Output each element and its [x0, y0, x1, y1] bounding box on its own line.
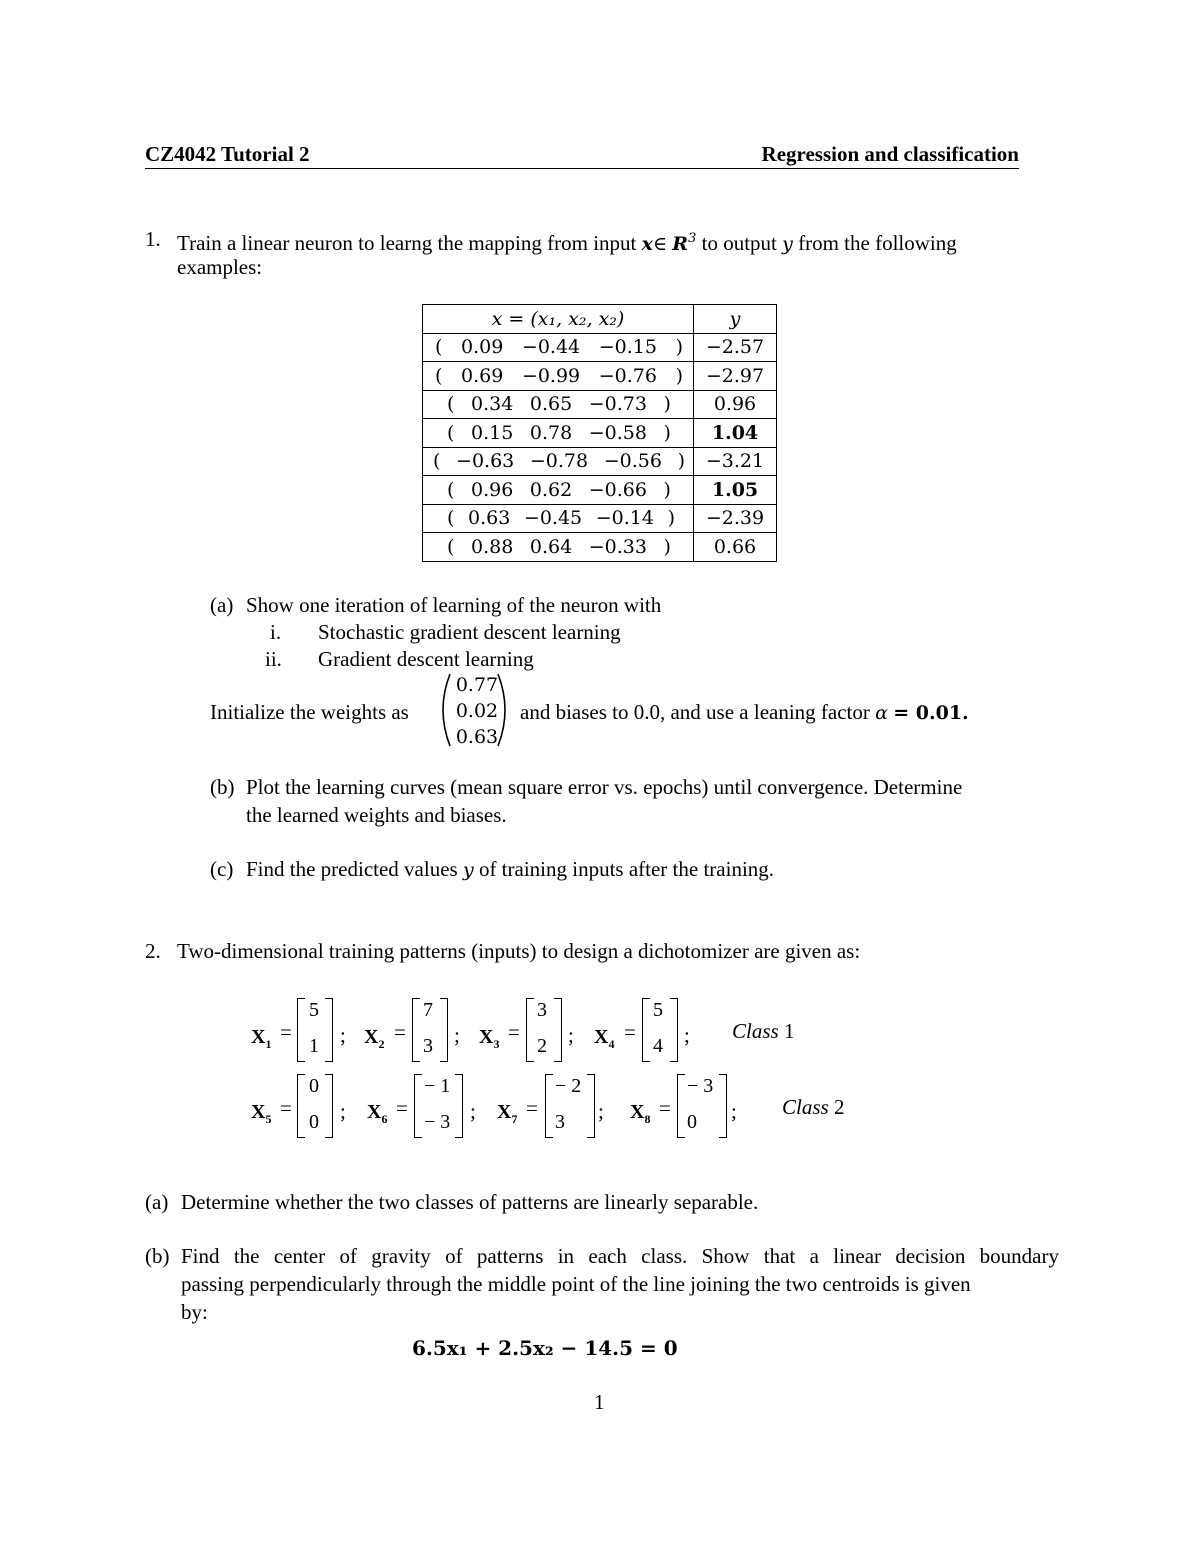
matrix-element: 3	[555, 1111, 565, 1133]
init-text: Initialize the weights as	[210, 700, 409, 724]
matrix-element: 0	[687, 1111, 697, 1133]
pattern-x4-label: $X_4$	[594, 1026, 615, 1051]
x2-cell: −0.44	[521, 336, 581, 359]
y-cell: −2.97	[694, 362, 777, 391]
matrix-element: 2	[537, 1035, 547, 1057]
r-symbol: R	[672, 233, 689, 255]
course-title: CZ4042 Tutorial 2	[145, 142, 310, 166]
q1c-text-a: Find the predicted values	[246, 857, 458, 881]
table-row: ( 0.63 −0.45 −0.14 ) −2.39	[423, 504, 777, 533]
x1-cell: 0.09	[461, 336, 504, 359]
pattern-x7-label: $X_7$	[497, 1101, 518, 1126]
pattern-x2-label: $X_2$	[364, 1026, 385, 1051]
q2b-text-3: by:	[181, 1300, 208, 1324]
table-row: ( −0.63 −0.78 −0.56 ) −3.21	[423, 447, 777, 476]
y-cell: 0.96	[694, 390, 777, 419]
pattern-x8-label: $X_8$	[630, 1101, 651, 1126]
table-row: ( 0.88 0.64 −0.33 ) 0.66	[423, 533, 777, 562]
page-number: 1	[594, 1390, 605, 1414]
equals-sign: =	[394, 1020, 406, 1044]
matrix-element: − 2	[555, 1075, 582, 1097]
q2b-text-2: passing perpendicularly through the middle point of the line joining the two centroids is given	[181, 1272, 971, 1296]
table-row: ( 0.09 −0.44 −0.15 ) −2.57	[423, 333, 777, 362]
matrix-element: 0	[309, 1111, 319, 1133]
x2-cell: 0.62	[529, 478, 573, 501]
x1-cell: 0.96	[470, 478, 514, 501]
matrix-element: − 3	[687, 1075, 714, 1097]
matrix-element: − 1	[424, 1075, 451, 1097]
q1c-label: (c)	[210, 857, 234, 881]
x3-cell: −0.15	[598, 336, 657, 359]
q1a-i-label: i.	[270, 620, 282, 644]
pattern-x1-label: $X_1$	[251, 1026, 272, 1051]
x3-cell: −0.58	[588, 421, 647, 444]
y-symbol: y	[782, 233, 793, 255]
y-symbol: y	[462, 859, 474, 881]
weight-vector	[454, 672, 500, 750]
matrix-element: 1	[309, 1035, 319, 1057]
y-cell: 1.04	[694, 419, 777, 448]
q1-text-line2: examples:	[177, 255, 263, 279]
pattern-x5-label: $X_5$	[251, 1101, 272, 1126]
y-cell: −3.21	[694, 447, 777, 476]
equals-sign: =	[624, 1020, 636, 1044]
x2-cell: 0.78	[529, 421, 573, 444]
init-post	[520, 698, 969, 727]
pattern-x6-label: $X_6$	[367, 1101, 388, 1126]
class-2-label: Class 2	[782, 1095, 845, 1119]
element-of-symbol: ∈	[652, 233, 668, 255]
table-header-row	[423, 305, 777, 334]
equals-sign: =	[280, 1096, 292, 1120]
table-row: ( 0.69 −0.99 −0.76 ) −2.97	[423, 362, 777, 391]
x1-cell: 0.34	[470, 393, 514, 416]
matrix-element: 7	[423, 999, 433, 1021]
separator: ;	[470, 1099, 476, 1123]
x3-cell: −0.14	[595, 507, 654, 530]
table-row: ( 0.15 0.78 −0.58 ) 1.04	[423, 419, 777, 448]
x3-cell: −0.56	[603, 450, 662, 473]
q2-intro: Two-dimensional training patterns (inputs) to design a dichotomizer are given as:	[177, 939, 861, 963]
x2-cell: 0.65	[529, 393, 573, 416]
table-row: ( 0.96 0.62 −0.66 ) 1.05	[423, 476, 777, 505]
y-cell: −2.39	[694, 504, 777, 533]
separator: ;	[598, 1099, 604, 1123]
x2-cell: −0.45	[523, 507, 583, 530]
x1-cell: 0.63	[468, 507, 511, 530]
q2b-label: (b)	[145, 1244, 170, 1268]
class-1-label: Class 1	[732, 1019, 795, 1043]
matrix-element: 5	[309, 999, 319, 1021]
pattern-x3-label: $X_3$	[479, 1026, 500, 1051]
page-header	[145, 140, 1019, 169]
separator: ;	[340, 1099, 346, 1123]
q1c-text	[246, 855, 774, 884]
matrix-element: − 3	[424, 1111, 451, 1133]
q1a-ii-text: Gradient descent learning	[318, 647, 534, 671]
alpha-value: = 0.01.	[893, 702, 969, 724]
x-symbol: x	[641, 233, 653, 255]
weight-2: 0.02	[455, 700, 499, 722]
y-cell: −2.57	[694, 333, 777, 362]
matrix-element: 5	[653, 999, 663, 1021]
x3-cell: −0.76	[598, 364, 657, 387]
q1b-label: (b)	[210, 775, 235, 799]
q1b-text-2: the learned weights and biases.	[246, 803, 507, 827]
x3-cell: −0.33	[588, 535, 647, 558]
q1-number: 1.	[145, 227, 161, 251]
r-superscript: 3	[688, 231, 697, 246]
x2-cell: −0.99	[521, 364, 581, 387]
x2-cell: −0.78	[529, 450, 589, 473]
decision-boundary-equation: 6.5x₁ + 2.5x₂ − 14.5 = 0	[412, 1336, 678, 1360]
separator: ;	[568, 1023, 574, 1047]
q1-text-a: Train a linear neuron to learng the mapping from input	[177, 231, 637, 255]
q2a-text: Determine whether the two classes of patterns are linearly separable.	[181, 1190, 759, 1214]
q2-number: 2.	[145, 939, 161, 963]
q1a-label: (a)	[210, 593, 234, 617]
separator: ;	[340, 1023, 346, 1047]
equals-sign: =	[526, 1096, 538, 1120]
matrix-element: 4	[653, 1035, 663, 1057]
matrix-element: 0	[309, 1075, 319, 1097]
q1-text-c: from the following	[798, 231, 957, 255]
matrix-element: 3	[423, 1035, 433, 1057]
header-y: y	[694, 305, 777, 334]
q1c-text-b: of training inputs after the training.	[478, 857, 775, 881]
separator: ;	[454, 1023, 460, 1047]
separator: ;	[684, 1023, 690, 1047]
topic-title: Regression and classification	[761, 142, 1019, 166]
x3-cell: −0.73	[588, 393, 647, 416]
q1a-ii-label: ii.	[265, 647, 282, 671]
weight-1: 0.77	[455, 674, 499, 696]
x1-cell: 0.15	[470, 421, 514, 444]
equals-sign: =	[508, 1020, 520, 1044]
q1b-text: Plot the learning curves (mean square error vs. epochs) until convergence. Determine	[246, 775, 963, 799]
table-row: ( 0.34 0.65 −0.73 ) 0.96	[423, 390, 777, 419]
x1-cell: 0.69	[461, 364, 504, 387]
alpha-symbol: α	[875, 702, 888, 724]
x3-cell: −0.66	[588, 478, 647, 501]
q1a-i-text: Stochastic gradient descent learning	[318, 620, 621, 644]
equals-sign: =	[659, 1096, 671, 1120]
q1-text-b: to output	[701, 231, 777, 255]
matrix-element: 3	[537, 999, 547, 1021]
x2-cell: 0.64	[529, 535, 573, 558]
equals-sign: =	[280, 1020, 292, 1044]
y-cell: 0.66	[694, 533, 777, 562]
examples-table	[422, 304, 777, 562]
header-x: x = (x₁, x₂, x₂)	[423, 305, 694, 334]
y-cell: 1.05	[694, 476, 777, 505]
q2a-label: (a)	[145, 1190, 169, 1214]
equals-sign: =	[396, 1096, 408, 1120]
x1-cell: 0.88	[470, 535, 514, 558]
q2b-text-1: Find the center of gravity of patterns in each class. Show that a linear decision boundary	[181, 1244, 1059, 1268]
q1a-text: Show one iteration of learning of the neuron with	[246, 593, 662, 617]
x1-cell: −0.63	[456, 450, 515, 473]
separator: ;	[731, 1099, 737, 1123]
init-post-text: and biases to 0.0, and use a leaning factor	[520, 700, 870, 724]
q1-statement	[177, 225, 957, 258]
weight-3: 0.63	[455, 726, 499, 748]
